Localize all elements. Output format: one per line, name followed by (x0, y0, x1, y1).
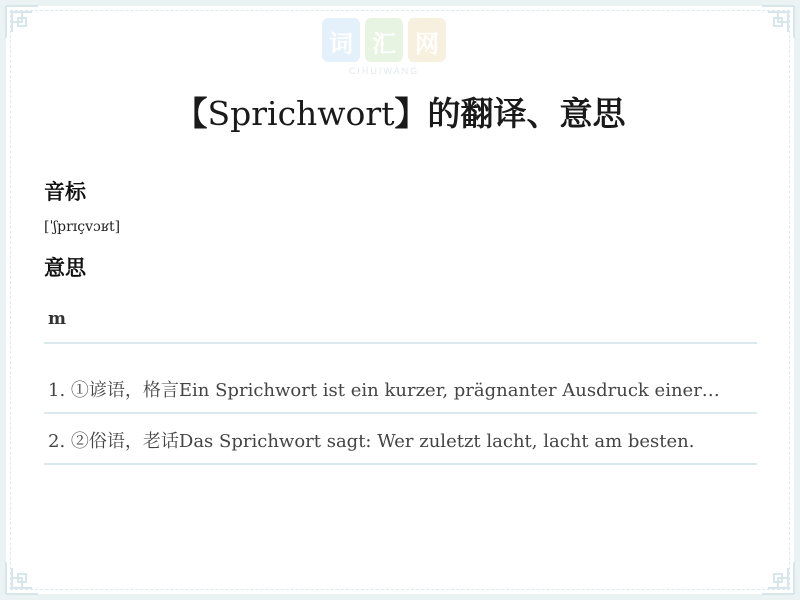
page-title (0, 88, 800, 135)
logo-glyph-1: 词 (329, 29, 353, 58)
divider (44, 412, 757, 414)
site-logo[interactable] (322, 18, 446, 78)
title-bracket-close: 】 (394, 94, 428, 133)
corner-ornament-bottom-left (2, 558, 42, 598)
phonetic-heading: 音标 (44, 179, 86, 204)
corner-ornament-top-left (2, 2, 42, 42)
definition-item-1: 1. ①谚语，格言Ein Sprichwort ist ein kurzer, prägnanter Ausdruck einer… (48, 380, 720, 401)
title-suffix: 的翻译、意思 (427, 94, 626, 133)
corner-ornament-bottom-right (758, 558, 798, 598)
meaning-heading: 意思 (44, 255, 86, 280)
logo-glyph-3: 网 (415, 29, 439, 58)
divider (44, 463, 757, 465)
phonetic-transcription: [ˈʃprɪçvɔʁt] (44, 219, 121, 235)
part-of-speech: m (48, 309, 66, 329)
divider (44, 342, 757, 344)
title-word: Sprichwort (207, 94, 395, 133)
corner-ornament-top-right (758, 2, 798, 42)
definition-item-2: 2. ②俗语，老话Das Sprichwort sagt: Wer zuletzt lacht, lacht am besten. (48, 431, 695, 452)
logo-glyph-2: 汇 (372, 29, 396, 58)
title-bracket-open: 【 (174, 94, 208, 133)
logo-subtitle: CIHUIWANG (348, 66, 420, 76)
